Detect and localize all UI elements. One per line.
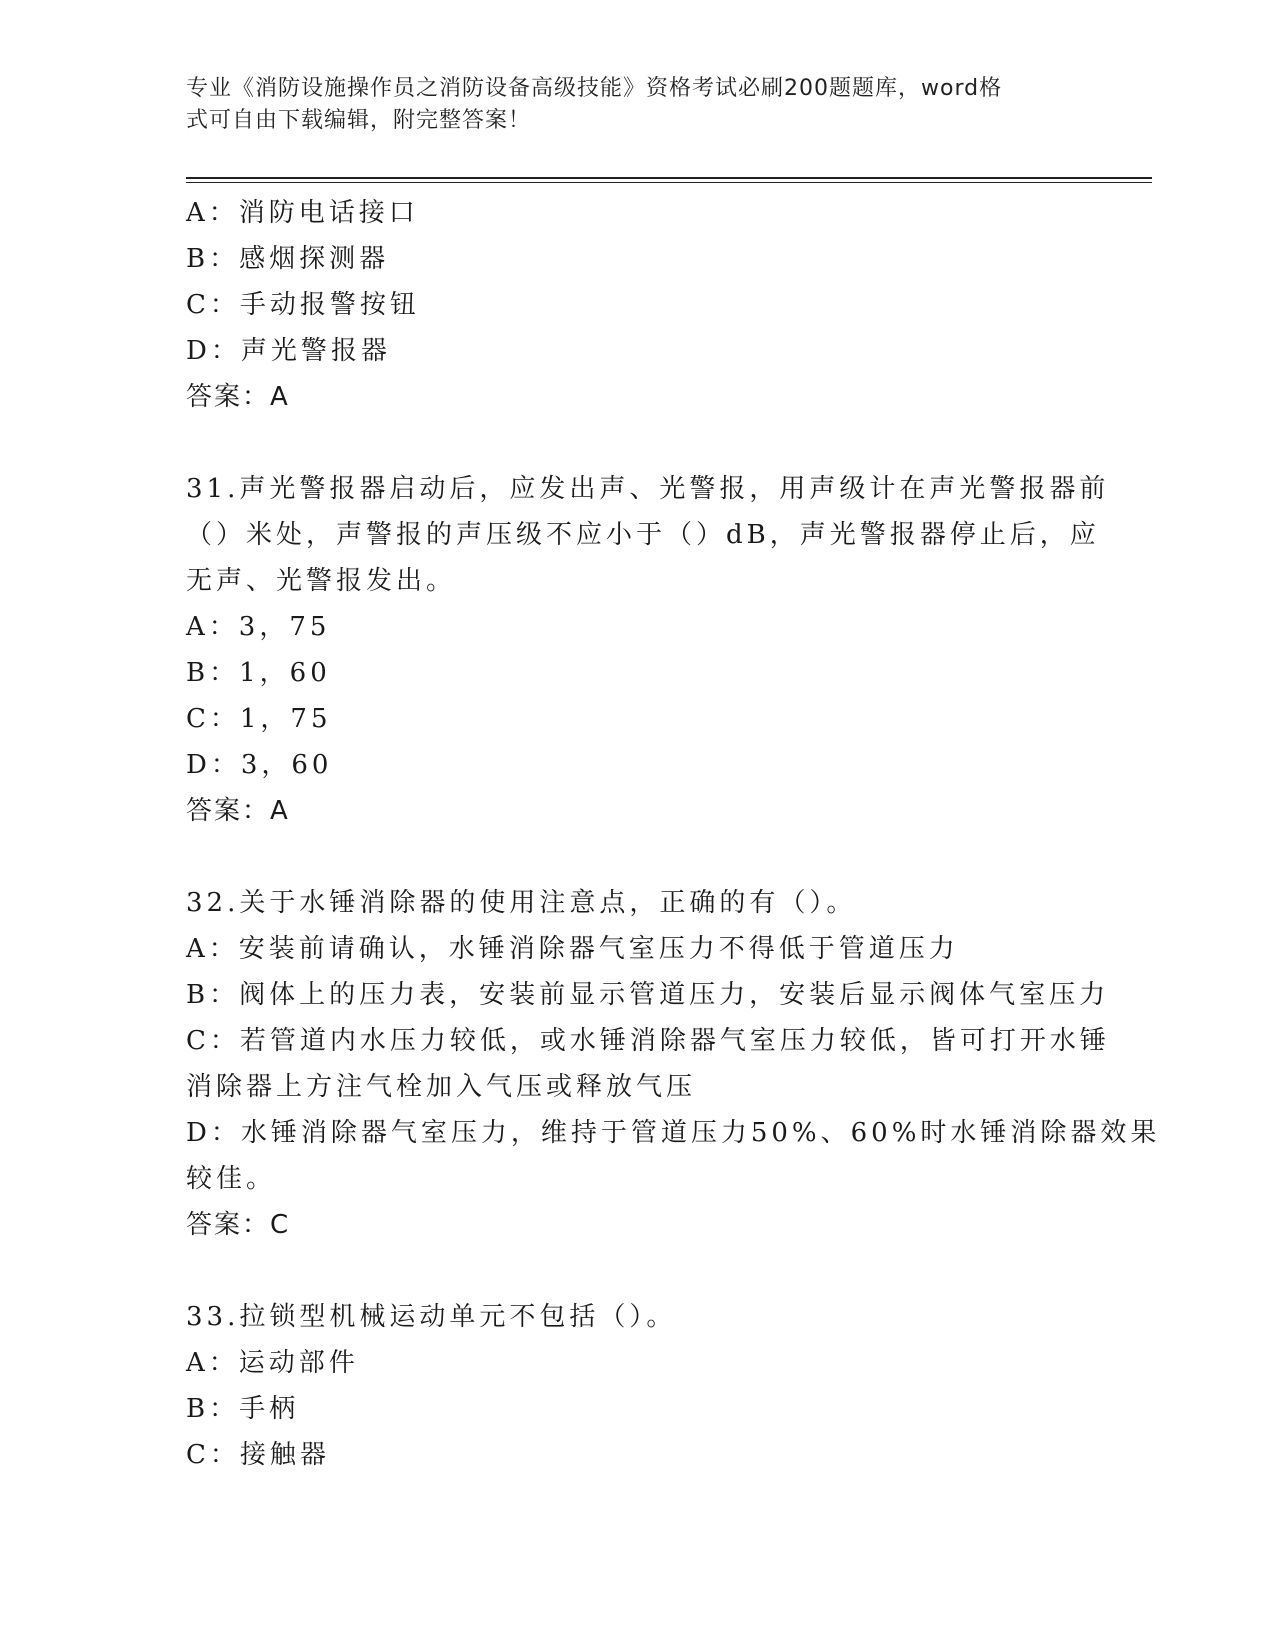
option-d-line-1: D：水锤消除器气室压力，维持于管道压力50%、60%时水锤消除器效果 <box>186 1118 1161 1148</box>
option-a: A：消防电话接口 <box>186 198 419 228</box>
question-33 <box>186 1294 1086 1478</box>
option-c-line-1: C：若管道内水压力较低，或水锤消除器气室压力较低，皆可打开水锤 <box>186 1026 1110 1056</box>
header-line-2: 式可自由下载编辑，附完整答案！ <box>186 108 532 133</box>
option-d-line-2: 较佳。 <box>186 1164 277 1194</box>
option-b: B：手柄 <box>186 1394 300 1424</box>
question-31 <box>186 466 1110 834</box>
option-d: D：3，60 <box>186 750 333 780</box>
question-stem-line: 31.声光警报器启动后，应发出声、光警报，用声级计在声光警报器前 <box>186 474 1110 504</box>
option-c: C：1，75 <box>186 704 332 734</box>
answer-line: 答案：A <box>186 796 290 826</box>
option-a: A：3，75 <box>186 612 331 642</box>
header-line-1: 专业《消防设施操作员之消防设备高级技能》资格考试必刷200题题库，word格 <box>186 76 1003 101</box>
answer-line: 答案：C <box>186 1210 291 1240</box>
option-a: A：运动部件 <box>186 1348 359 1378</box>
question-stem-line: 33.拉锁型机械运动单元不包括（）。 <box>186 1302 677 1332</box>
document-header <box>186 73 1076 137</box>
option-b: B：感烟探测器 <box>186 244 390 274</box>
question-30 <box>186 190 1086 420</box>
option-c: C：手动报警按钮 <box>186 290 420 320</box>
question-stem-line: 无声、光警报发出。 <box>186 566 457 596</box>
question-stem-line: 32.关于水锤消除器的使用注意点，正确的有（）。 <box>186 888 857 918</box>
spacer <box>186 834 1086 880</box>
option-a: A：安装前请确认，水锤消除器气室压力不得低于管道压力 <box>186 934 959 964</box>
header-rule-thick <box>186 177 1152 179</box>
option-b: B：1，60 <box>186 658 331 688</box>
option-d: D：声光警报器 <box>186 336 391 366</box>
spacer <box>186 1248 1086 1294</box>
answer-line: 答案：A <box>186 382 290 412</box>
question-content <box>186 190 1161 1478</box>
spacer <box>186 420 1086 466</box>
option-c-line-2: 消除器上方注气栓加入气压或释放气压 <box>186 1072 697 1102</box>
question-32 <box>186 880 1161 1248</box>
option-c: C：接触器 <box>186 1440 330 1470</box>
question-stem-line: （）米处，声警报的声压级不应小于（）dB，声光警报器停止后，应 <box>186 520 1100 550</box>
header-rule-thin <box>186 182 1152 183</box>
option-b: B：阀体上的压力表，安装前显示管道压力，安装后显示阀体气室压力 <box>186 980 1110 1010</box>
